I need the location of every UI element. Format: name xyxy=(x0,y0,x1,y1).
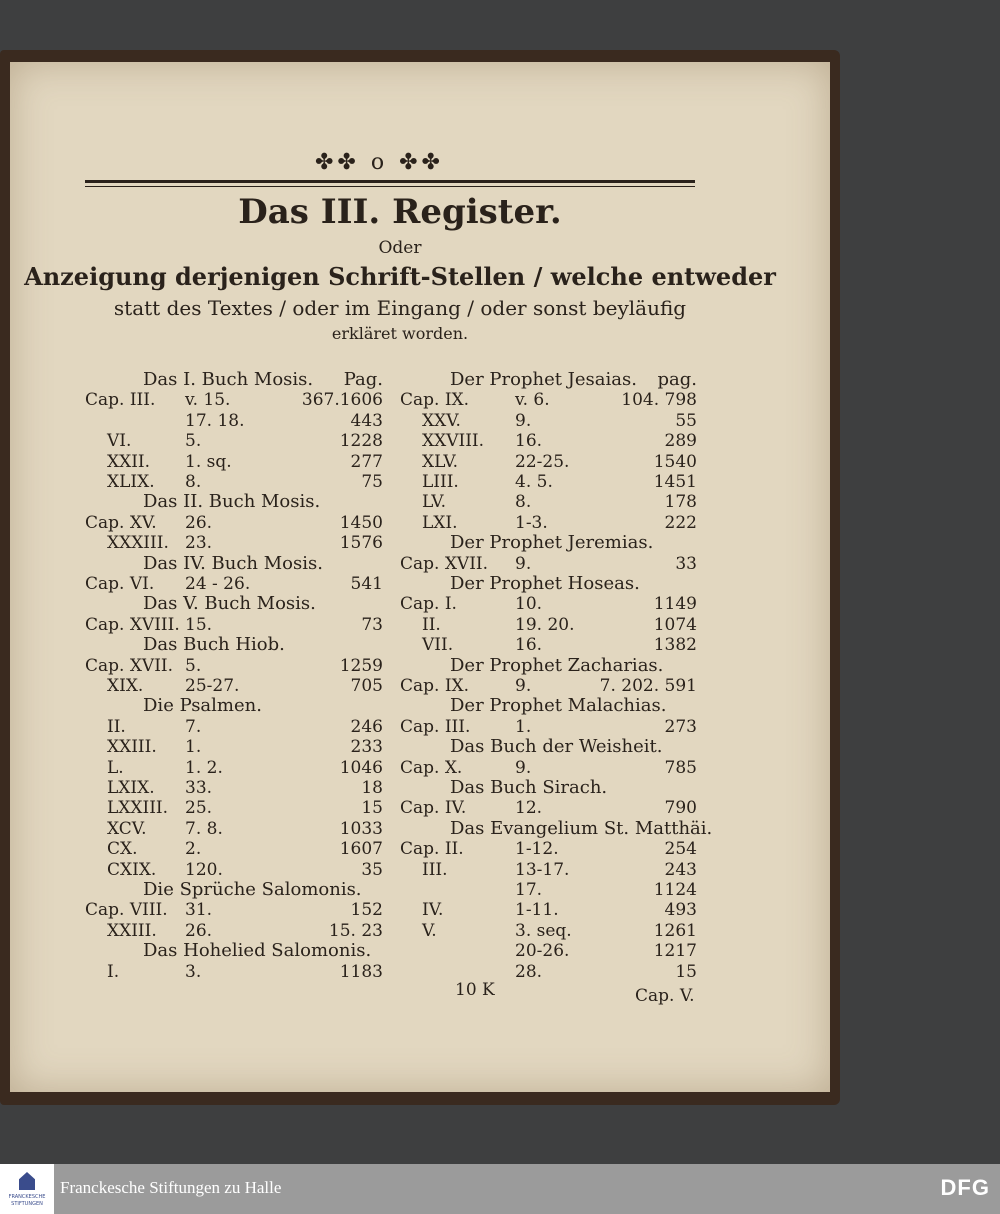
verse-ref: 16. xyxy=(515,635,543,656)
index-book-heading xyxy=(400,370,697,390)
page-ref: 1033 xyxy=(339,818,383,839)
index-entry-row xyxy=(85,778,383,798)
page-ref: 1607 xyxy=(339,839,383,860)
chapter-ref: XLV. xyxy=(422,451,459,472)
index-entry-row xyxy=(85,839,383,859)
index-book-heading xyxy=(400,696,697,716)
footer-bar xyxy=(0,1164,1000,1214)
verse-ref: 7. xyxy=(185,716,202,737)
verse-ref: 17. 18. xyxy=(185,410,245,431)
index-entry-row xyxy=(400,452,697,472)
page-ref: 33 xyxy=(675,553,697,574)
verse-ref: 1-12. xyxy=(515,839,559,860)
page-ref: 7. 202. 591 xyxy=(599,676,697,696)
book-heading-text: Das IV. Buch Mosis. xyxy=(143,552,323,574)
verse-ref: 1. xyxy=(185,737,202,758)
verse-ref: 5. xyxy=(185,431,202,452)
chapter-ref: CX. xyxy=(107,839,138,860)
book-heading-text: Der Prophet Jesaias. xyxy=(450,369,637,390)
index-book-heading xyxy=(400,574,697,594)
index-entry-row xyxy=(85,533,383,553)
verse-ref: 28. xyxy=(515,961,543,982)
page-title: Das III. Register. xyxy=(238,192,562,232)
index-entry-row xyxy=(400,472,697,492)
chapter-ref: Cap. VI. xyxy=(85,574,155,594)
verse-ref: 1-11. xyxy=(515,900,559,921)
page-ref: 289 xyxy=(664,431,697,452)
verse-ref: 15. xyxy=(185,614,213,635)
chapter-ref: Cap. I. xyxy=(400,594,457,615)
verse-ref: 9. xyxy=(515,553,532,574)
institution-name[interactable]: Franckesche Stiftungen zu Halle xyxy=(60,1178,282,1197)
index-entry-row xyxy=(400,615,697,635)
verse-ref: 33. xyxy=(185,778,213,798)
index-entry-row xyxy=(400,941,697,961)
index-entry-row xyxy=(85,798,383,818)
page-ref: 273 xyxy=(664,716,697,737)
book-heading-text: Das V. Buch Mosis. xyxy=(143,593,316,615)
index-entry-row xyxy=(400,717,697,737)
verse-ref: v. 6. xyxy=(515,390,550,411)
index-entry-row xyxy=(85,615,383,635)
page-ref: 1217 xyxy=(653,941,697,962)
index-entry-row xyxy=(85,574,383,594)
verse-ref: 1. xyxy=(515,716,532,737)
page-ref: 1540 xyxy=(653,451,697,472)
chapter-ref: Cap. X. xyxy=(400,757,463,778)
header-ornament: ✤✤ o ✤✤ xyxy=(315,150,444,175)
book-heading-text: Das Buch der Weisheit. xyxy=(450,736,663,758)
chapter-ref: LXXIII. xyxy=(107,798,169,819)
book-heading-text: Der Prophet Hoseas. xyxy=(450,573,640,594)
index-entry-row xyxy=(85,860,383,880)
verse-ref: 17. xyxy=(515,880,543,900)
page-ref: 493 xyxy=(664,900,697,921)
index-entry-row xyxy=(400,431,697,451)
index-entry-row xyxy=(85,431,383,451)
page-ref: 367.1606 xyxy=(301,390,383,411)
building-icon xyxy=(19,1172,35,1190)
page-ref: 35 xyxy=(361,859,383,880)
index-entry-row xyxy=(400,798,697,818)
chapter-ref: Cap. IV. xyxy=(400,798,467,819)
index-book-heading xyxy=(85,880,383,900)
catchword-next: Cap. V. xyxy=(635,986,695,1006)
index-entry-row xyxy=(400,860,697,880)
verse-ref: 120. xyxy=(185,859,223,880)
pag-label: Pag. xyxy=(343,369,383,390)
page-ref: 1450 xyxy=(339,512,383,533)
chapter-ref: IV. xyxy=(422,900,444,921)
verse-ref: 24 - 26. xyxy=(185,574,251,594)
index-entry-row xyxy=(85,717,383,737)
verse-ref: v. 15. xyxy=(185,390,231,411)
verse-ref: 25-27. xyxy=(185,676,240,696)
pag-label: pag. xyxy=(657,369,697,390)
index-book-heading xyxy=(85,554,383,574)
chapter-ref: VII. xyxy=(422,635,454,656)
chapter-ref: Cap. XVII. xyxy=(85,655,174,676)
institution-logo[interactable] xyxy=(0,1164,54,1214)
chapter-ref: Cap. III. xyxy=(85,390,156,411)
title-oder: Oder xyxy=(378,238,422,258)
page-ref: 233 xyxy=(350,737,383,758)
book-heading-text: Das I. Buch Mosis. xyxy=(143,369,314,390)
logo-text-1: FRANCKESCHE xyxy=(8,1194,46,1200)
verse-ref: 9. xyxy=(515,757,532,778)
index-entry-row xyxy=(400,594,697,614)
verse-ref: 19. 20. xyxy=(515,614,575,635)
chapter-ref: II. xyxy=(422,614,441,635)
page-ref: 1576 xyxy=(339,533,383,554)
page-ref: 1124 xyxy=(653,880,697,900)
verse-ref: 3. xyxy=(185,961,202,982)
page-ref: 15 xyxy=(361,798,383,819)
chapter-ref: XCV. xyxy=(107,818,147,839)
page-ref: 15 xyxy=(675,961,697,982)
chapter-ref: I. xyxy=(107,961,120,982)
page-ref: 75 xyxy=(361,472,383,492)
dfg-logo[interactable]: DFG xyxy=(940,1175,990,1200)
page-ref: 152 xyxy=(350,900,383,921)
index-entry-row xyxy=(85,676,383,696)
index-entry-row xyxy=(400,758,697,778)
index-entry-row xyxy=(85,819,383,839)
index-book-heading xyxy=(400,656,697,676)
chapter-ref: Cap. XVIII. xyxy=(85,614,180,635)
index-entry-row xyxy=(400,411,697,431)
index-entry-row xyxy=(85,758,383,778)
book-heading-text: Das II. Buch Mosis. xyxy=(143,491,321,513)
verse-ref: 26. xyxy=(185,512,213,533)
chapter-ref: III. xyxy=(422,859,448,880)
index-entry-row xyxy=(85,921,383,941)
chapter-ref: XXV. xyxy=(422,410,461,431)
verse-ref: 8. xyxy=(515,492,532,513)
index-book-heading xyxy=(400,778,697,798)
index-entry-row xyxy=(400,492,697,512)
verse-ref: 23. xyxy=(185,533,213,554)
chapter-ref: XLIX. xyxy=(107,472,155,492)
page-ref: 1149 xyxy=(653,594,697,615)
verse-ref: 5. xyxy=(185,655,202,676)
verse-ref: 22-25. xyxy=(515,451,570,472)
verse-ref: 26. xyxy=(185,920,213,941)
verse-ref: 7. 8. xyxy=(185,818,223,839)
index-entry-row xyxy=(85,962,383,982)
page-ref: 73 xyxy=(361,614,383,635)
index-entry-row xyxy=(400,513,697,533)
index-book-heading xyxy=(400,533,697,553)
chapter-ref: XXIII. xyxy=(107,920,157,941)
chapter-ref: Cap. IX. xyxy=(400,676,470,696)
logo-text-2: STIFTUNGEN xyxy=(11,1201,43,1207)
page-ref: 243 xyxy=(664,859,697,880)
index-entry-row xyxy=(400,962,697,982)
page-ref: 55 xyxy=(675,410,697,431)
index-entry-row xyxy=(85,411,383,431)
chapter-ref: Cap. IX. xyxy=(400,390,470,411)
verse-ref: 9. xyxy=(515,410,532,431)
chapter-ref: XXXIII. xyxy=(107,533,169,554)
chapter-ref: Cap. VIII. xyxy=(85,900,168,921)
chapter-ref: L. xyxy=(107,757,124,778)
index-entry-row xyxy=(400,676,697,696)
chapter-ref: Cap. XVII. xyxy=(400,553,489,574)
page-ref: 222 xyxy=(664,512,697,533)
index-book-heading xyxy=(85,370,383,390)
verse-ref: 31. xyxy=(185,900,213,921)
verse-ref: 1. 2. xyxy=(185,757,223,778)
chapter-ref: XXVIII. xyxy=(422,431,485,452)
book-heading-text: Das Hohelied Salomonis. xyxy=(143,940,372,962)
page-ref: 541 xyxy=(350,574,383,594)
index-entry-row xyxy=(400,880,697,900)
chapter-ref: V. xyxy=(422,920,437,941)
verse-ref: 1-3. xyxy=(515,512,548,533)
page-ref: 1074 xyxy=(653,614,697,635)
page-ref: 443 xyxy=(350,410,383,431)
index-book-heading xyxy=(85,594,383,614)
index-book-heading xyxy=(85,635,383,655)
index-entry-row xyxy=(85,513,383,533)
header-rule-thin xyxy=(85,186,695,187)
index-entry-row xyxy=(400,554,697,574)
verse-ref: 16. xyxy=(515,431,543,452)
subtitle-line-1: Anzeigung derjenigen Schrift-Stellen / welche entweder xyxy=(24,262,776,291)
verse-ref: 9. xyxy=(515,676,532,696)
page-ref: 790 xyxy=(664,798,697,819)
verse-ref: 25. xyxy=(185,798,213,819)
verse-ref: 20-26. xyxy=(515,941,570,962)
index-entry-row xyxy=(85,737,383,757)
verse-ref: 12. xyxy=(515,798,543,819)
header-rule xyxy=(85,180,695,183)
page-ref: 1183 xyxy=(339,961,383,982)
chapter-ref: Cap. II. xyxy=(400,839,464,860)
index-entry-row xyxy=(400,900,697,920)
index-entry-row xyxy=(400,921,697,941)
index-book-heading xyxy=(400,737,697,757)
chapter-ref: II. xyxy=(107,716,126,737)
index-entry-row xyxy=(400,390,697,410)
verse-ref: 2. xyxy=(185,839,202,860)
index-entry-row xyxy=(85,452,383,472)
page-ref: 1046 xyxy=(339,757,383,778)
chapter-ref: VI. xyxy=(107,431,132,452)
chapter-ref: LV. xyxy=(422,492,446,513)
book-heading-text: Die Psalmen. xyxy=(143,695,262,717)
verse-ref: 10. xyxy=(515,594,543,615)
page-ref: 15. 23 xyxy=(328,920,383,941)
verse-ref: 4. 5. xyxy=(515,472,553,492)
index-entry-row xyxy=(85,472,383,492)
page-ref: 254 xyxy=(664,839,697,860)
document-page xyxy=(10,62,830,1092)
chapter-ref: XIX. xyxy=(107,676,144,696)
chapter-ref: CXIX. xyxy=(107,859,157,880)
book-heading-text: Die Sprüche Salomonis. xyxy=(143,879,362,900)
verse-ref: 1. sq. xyxy=(185,451,232,472)
verse-ref: 8. xyxy=(185,472,202,492)
book-heading-text: Der Prophet Jeremias. xyxy=(450,532,654,554)
page-ref: 1382 xyxy=(653,635,697,656)
subtitle-line-3: erkläret worden. xyxy=(331,324,469,343)
index-book-heading xyxy=(85,696,383,716)
chapter-ref: Cap. III. xyxy=(400,716,471,737)
index-entry-row xyxy=(400,839,697,859)
page-ref: 1261 xyxy=(653,920,697,941)
page-ref: 1259 xyxy=(339,655,383,676)
book-heading-text: Das Buch Sirach. xyxy=(450,777,608,798)
book-heading-text: Der Prophet Malachias. xyxy=(450,695,667,717)
index-book-heading xyxy=(400,817,713,839)
page-ref: 785 xyxy=(664,757,697,778)
index-entry-row xyxy=(85,390,383,410)
index-book-heading xyxy=(85,492,383,512)
index-entry-row xyxy=(85,900,383,920)
page-ref: 705 xyxy=(350,676,383,696)
chapter-ref: LXIX. xyxy=(107,778,155,798)
verse-ref: 13-17. xyxy=(515,859,570,880)
verse-ref: 3. seq. xyxy=(515,920,572,941)
chapter-ref: XXIII. xyxy=(107,737,157,758)
page-ref: 1228 xyxy=(339,431,383,452)
chapter-ref: LXI. xyxy=(422,512,458,533)
book-heading-text: Das Evangelium St. Matthäi. xyxy=(450,817,713,839)
index-entry-row xyxy=(400,635,697,655)
catchword-signature: 10 K xyxy=(455,980,495,1000)
page-ref: 1451 xyxy=(653,472,697,492)
page-ref: 277 xyxy=(350,451,383,472)
page-ref: 104. 798 xyxy=(621,390,697,411)
book-heading-text: Das Buch Hiob. xyxy=(143,634,285,656)
chapter-ref: XXII. xyxy=(107,451,151,472)
page-ref: 246 xyxy=(350,716,383,737)
subtitle-line-2: statt des Textes / oder im Eingang / oder sonst beyläufig xyxy=(113,296,687,320)
index-entry-row xyxy=(85,656,383,676)
book-heading-text: Der Prophet Zacharias. xyxy=(450,654,664,676)
chapter-ref: Cap. XV. xyxy=(85,512,157,533)
index-book-heading xyxy=(85,941,383,961)
page-ref: 18 xyxy=(361,778,383,798)
page-ref: 178 xyxy=(664,492,697,513)
chapter-ref: LIII. xyxy=(422,472,459,492)
